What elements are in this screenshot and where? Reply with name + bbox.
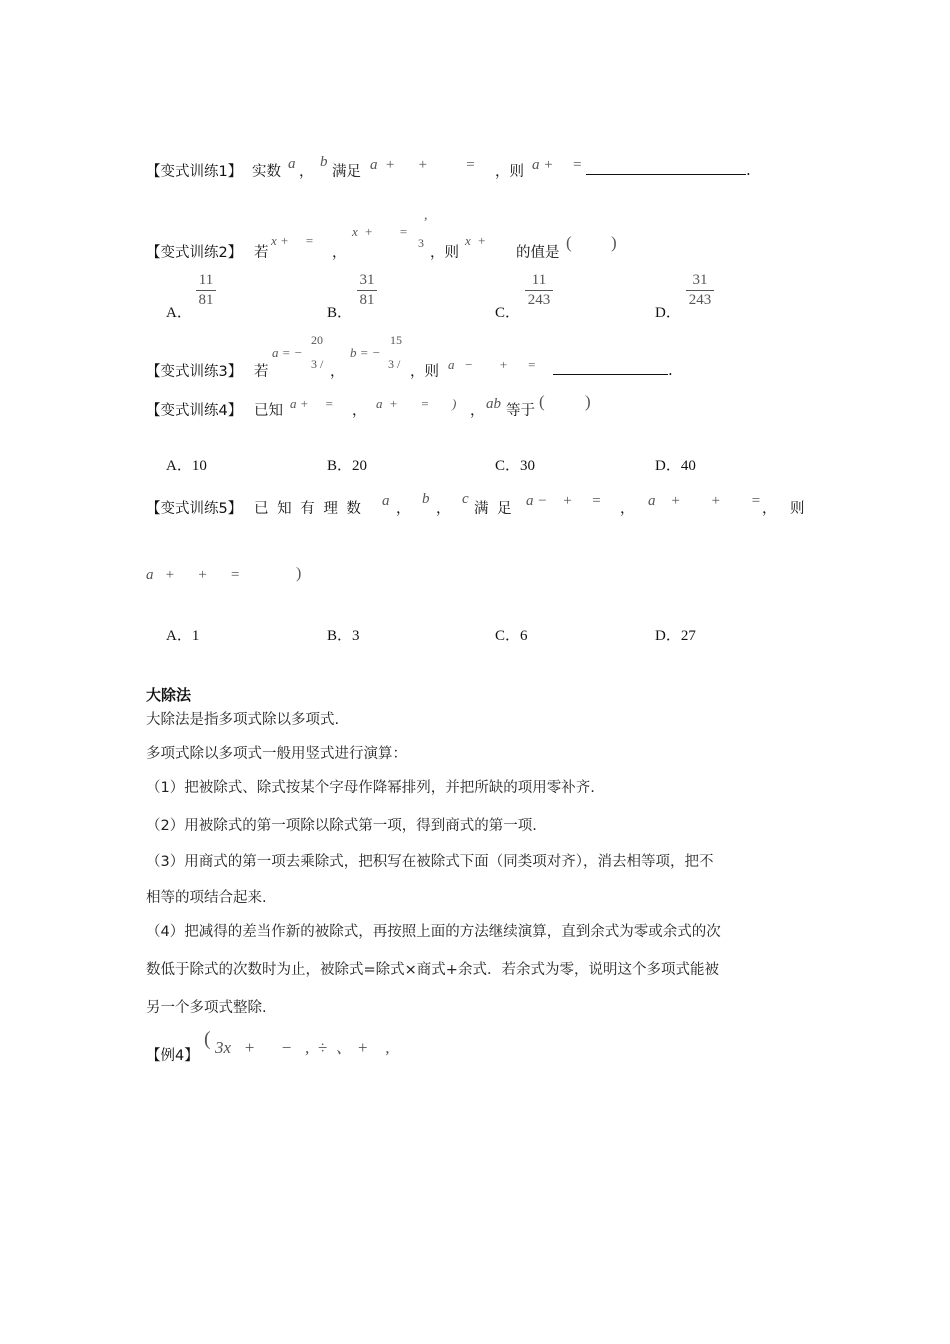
exercise-5-paren-close: )	[296, 565, 302, 582]
exercise-2-option-b-fraction	[357, 272, 377, 309]
exercise-5-satisfy: 满 足	[474, 501, 514, 517]
exercise-4-known: 已知	[254, 403, 283, 419]
exercise-3-a-expr: a = −	[272, 345, 303, 360]
example-4-paren: (	[204, 1028, 211, 1050]
exercise-1-pre: 实数	[252, 164, 281, 180]
exercise-4-option-a[interactable]: A．10	[166, 458, 207, 474]
example-4-tag: 【例4】	[146, 1048, 199, 1064]
fraction-denominator: 243	[688, 292, 712, 308]
exercise-1-satisfy: 满足	[332, 164, 361, 180]
exercise-2-expr2: x + =	[352, 224, 408, 239]
exercise-2-option-c-fraction	[525, 272, 553, 309]
fraction-numerator: 11	[531, 272, 547, 288]
exercise-5-sep1: ，	[620, 501, 635, 517]
exercise-4-paren-close: )	[585, 392, 591, 411]
exercise-4-ab: ab	[486, 396, 501, 412]
exercise-2-option-a-label[interactable]: A．	[166, 305, 192, 321]
exercise-2-option-a-fraction	[196, 272, 216, 309]
exercise-1-tag: 【变式训练1】	[146, 164, 243, 180]
exercise-4-tag: 【变式训练4】	[146, 403, 243, 419]
exercise-3-a-bottom: 3 /	[311, 357, 324, 371]
exercise-2-then: ，则	[430, 245, 459, 261]
exercise-3-end: .	[668, 361, 673, 379]
fraction-denominator: 243	[527, 292, 551, 308]
exercise-1-comma: ，	[299, 164, 314, 180]
exercise-1-var-b: b	[320, 154, 328, 170]
exercise-4-option-c[interactable]: C．30	[495, 458, 536, 474]
exercise-4-equals: 等于	[506, 403, 535, 419]
exercise-2-sup: 3	[418, 236, 424, 250]
exercise-5-option-b[interactable]: B．3	[327, 628, 360, 644]
section-line-9: 另一个多项式整除.	[146, 1000, 267, 1016]
exercise-5-option-d[interactable]: D．27	[655, 628, 696, 644]
section-title: 大除法	[146, 686, 192, 704]
exercise-4-option-d[interactable]: D．40	[655, 458, 696, 474]
fraction-denominator: 81	[198, 292, 214, 308]
exercise-3-ask: a − + =	[448, 357, 537, 372]
exercise-2-value-is: 的值是	[516, 245, 560, 261]
exercise-3-b-expr: b = −	[350, 345, 381, 360]
exercise-5-var-a: a	[382, 493, 390, 509]
exercise-2-option-b-label[interactable]: B．	[327, 305, 353, 321]
exercise-2-expr1: x + =	[271, 233, 314, 248]
exercise-3-a-top: 20	[311, 333, 323, 347]
exercise-4-expr2: a + = )	[376, 396, 457, 411]
exercise-5-then: 则	[790, 501, 805, 517]
exercise-5-option-a[interactable]: A．1	[166, 628, 200, 644]
exercise-5-expr2: a + + =	[648, 493, 761, 509]
section-line-6: 相等的项结合起来.	[146, 890, 267, 906]
exercise-2-if: 若	[254, 245, 269, 261]
exercise-2-paren-open: (	[566, 233, 572, 252]
exercise-5-sep2: ，	[762, 501, 777, 517]
fraction-denominator: 81	[359, 292, 375, 308]
section-line-8: 数低于除式的次数时为止，被除式=除式×商式+余式．若余式为零，说明这个多项式能被	[146, 962, 719, 978]
section-line-2: 多项式除以多项式一般用竖式进行演算：	[146, 746, 407, 762]
exercise-3-if: 若	[254, 364, 269, 380]
exercise-4-expr1: a + =	[290, 396, 334, 411]
fraction-numerator: 31	[692, 272, 708, 288]
exercise-2-tag: 【变式训练2】	[146, 245, 243, 261]
exercise-2-mark: ,	[424, 208, 428, 223]
exercise-1-var-a: a	[288, 156, 296, 172]
exercise-3-comma: ，	[330, 364, 345, 380]
exercise-5-text: 已 知 有 理 数	[254, 501, 363, 517]
exercise-2-option-c-label[interactable]: C．	[495, 305, 521, 321]
fraction-numerator: 31	[359, 272, 375, 288]
section-line-7: （4）把减得的差当作新的被除式，再按照上面的方法继续演算，直到余式为零或余式的次	[146, 924, 721, 940]
exercise-2-comma1: ，	[332, 245, 347, 261]
section-line-4: （2）用被除式的第一项除以除式第一项，得到商式的第一项.	[146, 818, 537, 834]
section-line-5: （3）用商式的第一项去乘除式，把积写在被除式下面（同类项对齐），消去相等项，把不	[146, 854, 714, 870]
exercise-5-option-c[interactable]: C．6	[495, 628, 528, 644]
exercise-5-ask: a + + =	[146, 567, 241, 583]
exercise-1-then: ，则	[495, 164, 524, 180]
exercise-5-expr1: a − + =	[526, 493, 602, 509]
exercise-5-comma1: ，	[396, 501, 411, 517]
example-4-expression: 3x + − , ÷ 、 + ,	[215, 1038, 390, 1057]
exercise-4-paren-open: (	[539, 392, 545, 411]
section-line-1: 大除法是指多项式除以多项式.	[146, 712, 340, 728]
exercise-2-option-d-fraction	[686, 272, 714, 309]
exercise-1-condition: a + + =	[370, 157, 476, 173]
exercise-1-answer-blank[interactable]	[586, 160, 751, 179]
exercise-5-tag: 【变式训练5】	[146, 501, 243, 517]
exercise-1-end: .	[746, 161, 751, 179]
exercise-5-var-b: b	[422, 491, 430, 507]
exercise-5-var-c: c	[462, 491, 469, 507]
exercise-1-ask: a + =	[532, 157, 583, 173]
exercise-3-answer-blank[interactable]	[553, 360, 673, 379]
exercise-3-b-top: 15	[390, 333, 402, 347]
exercise-5-comma2: ，	[436, 501, 451, 517]
exercise-4-comma2: ，	[470, 403, 485, 419]
exercise-2-paren-close: )	[611, 233, 617, 252]
exercise-3-then: ，则	[410, 364, 439, 380]
section-line-3: （1）把被除式、除式按某个字母作降幂排列，并把所缺的项用零补齐.	[146, 780, 595, 796]
exercise-3-tag: 【变式训练3】	[146, 364, 243, 380]
exercise-2-option-d-label[interactable]: D．	[655, 305, 681, 321]
exercise-3-b-bottom: 3 /	[388, 357, 401, 371]
exercise-2-expr3: x +	[465, 233, 487, 248]
exercise-4-comma1: ，	[352, 403, 367, 419]
exercise-4-option-b[interactable]: B．20	[327, 458, 368, 474]
fraction-numerator: 11	[198, 272, 214, 288]
